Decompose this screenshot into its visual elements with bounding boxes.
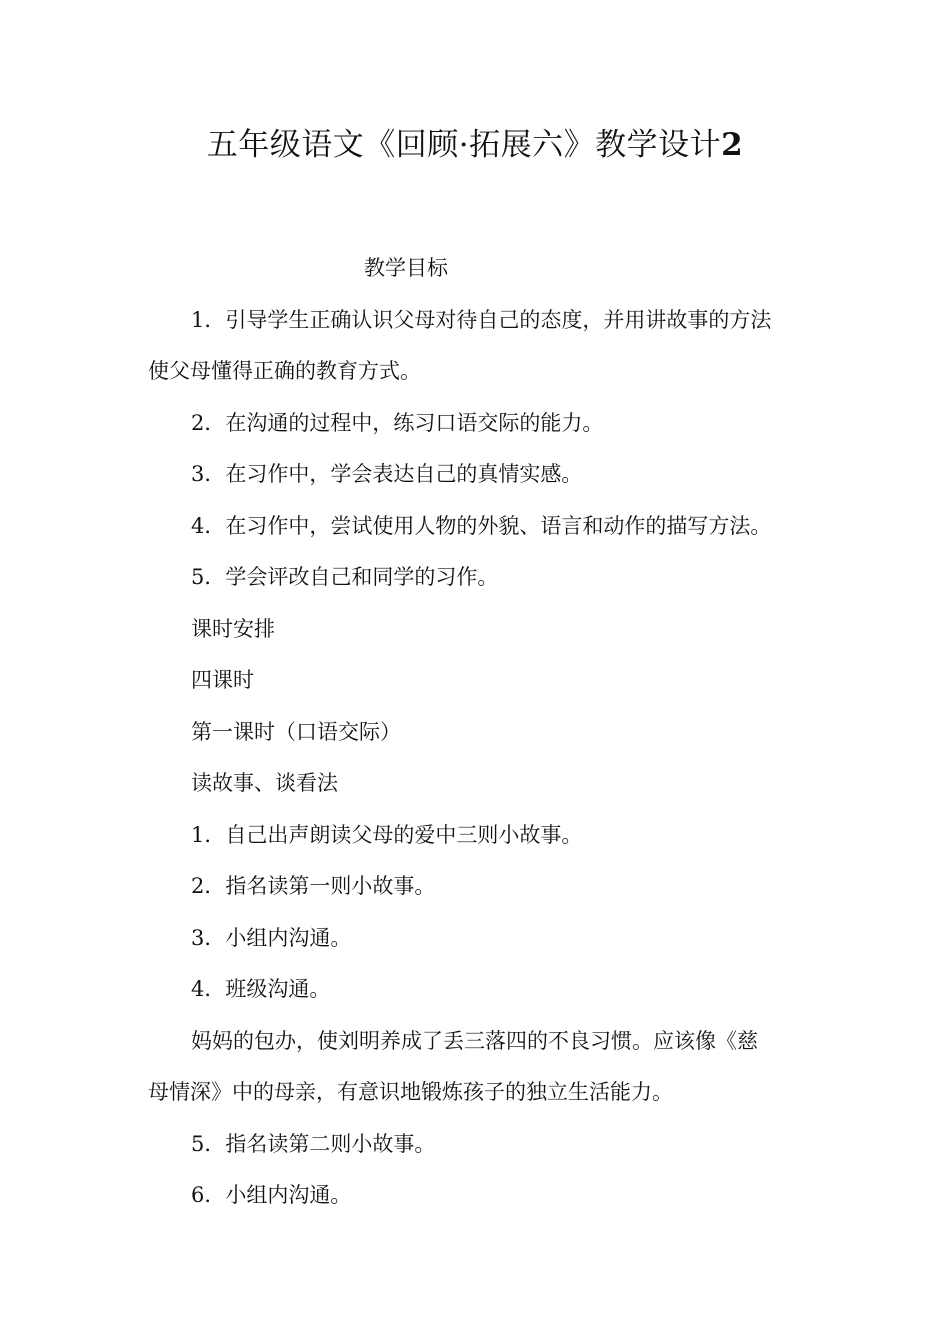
goal-3: 3．在习作中，学会表达自己的真情实感。 <box>191 462 583 486</box>
schedule-heading: 课时安排 <box>191 616 275 641</box>
step-3: 3．小组内沟通。 <box>191 925 352 950</box>
step-5: 5．指名读第二则小故事。 <box>191 1131 436 1156</box>
discussion-line-1: 妈妈的包办，使刘明养成了丢三落四的不良习惯。应该像《慈 <box>191 1028 758 1053</box>
step-1: 1．自己出声朗读父母的爱中三则小故事。 <box>191 822 583 847</box>
schedule-value: 四课时 <box>191 668 254 692</box>
goal-1-line-2: 使父母懂得正确的教育方式。 <box>148 359 421 383</box>
activity-heading: 读故事、谈看法 <box>191 771 338 795</box>
document-title-text: 五年级语文《回顾·拓展六》教学设计 <box>206 127 722 163</box>
discussion-line-2: 母情深》中的母亲，有意识地锻炼孩子的独立生活能力。 <box>148 1080 673 1104</box>
goal-5: 5．学会评改自己和同学的习作。 <box>191 565 499 589</box>
goal-2: 2．在沟通的过程中，练习口语交际的能力。 <box>191 410 604 435</box>
section-heading-teaching-goals: 教学目标 <box>364 256 448 280</box>
document-title <box>0 122 950 168</box>
step-4: 4．班级沟通。 <box>191 977 331 1001</box>
document-body <box>148 243 808 1222</box>
document-title-number: 2 <box>721 127 744 163</box>
step-6: 6．小组内沟通。 <box>191 1183 352 1207</box>
goal-1-line-1: 1．引导学生正确认识父母对待自己的态度，并用讲故事的方法 <box>191 307 772 332</box>
goal-4: 4．在习作中，尝试使用人物的外貌、语言和动作的描写方法。 <box>191 513 772 538</box>
lesson-one-heading: 第一课时（口语交际） <box>191 719 401 744</box>
step-2: 2．指名读第一则小故事。 <box>191 874 436 898</box>
